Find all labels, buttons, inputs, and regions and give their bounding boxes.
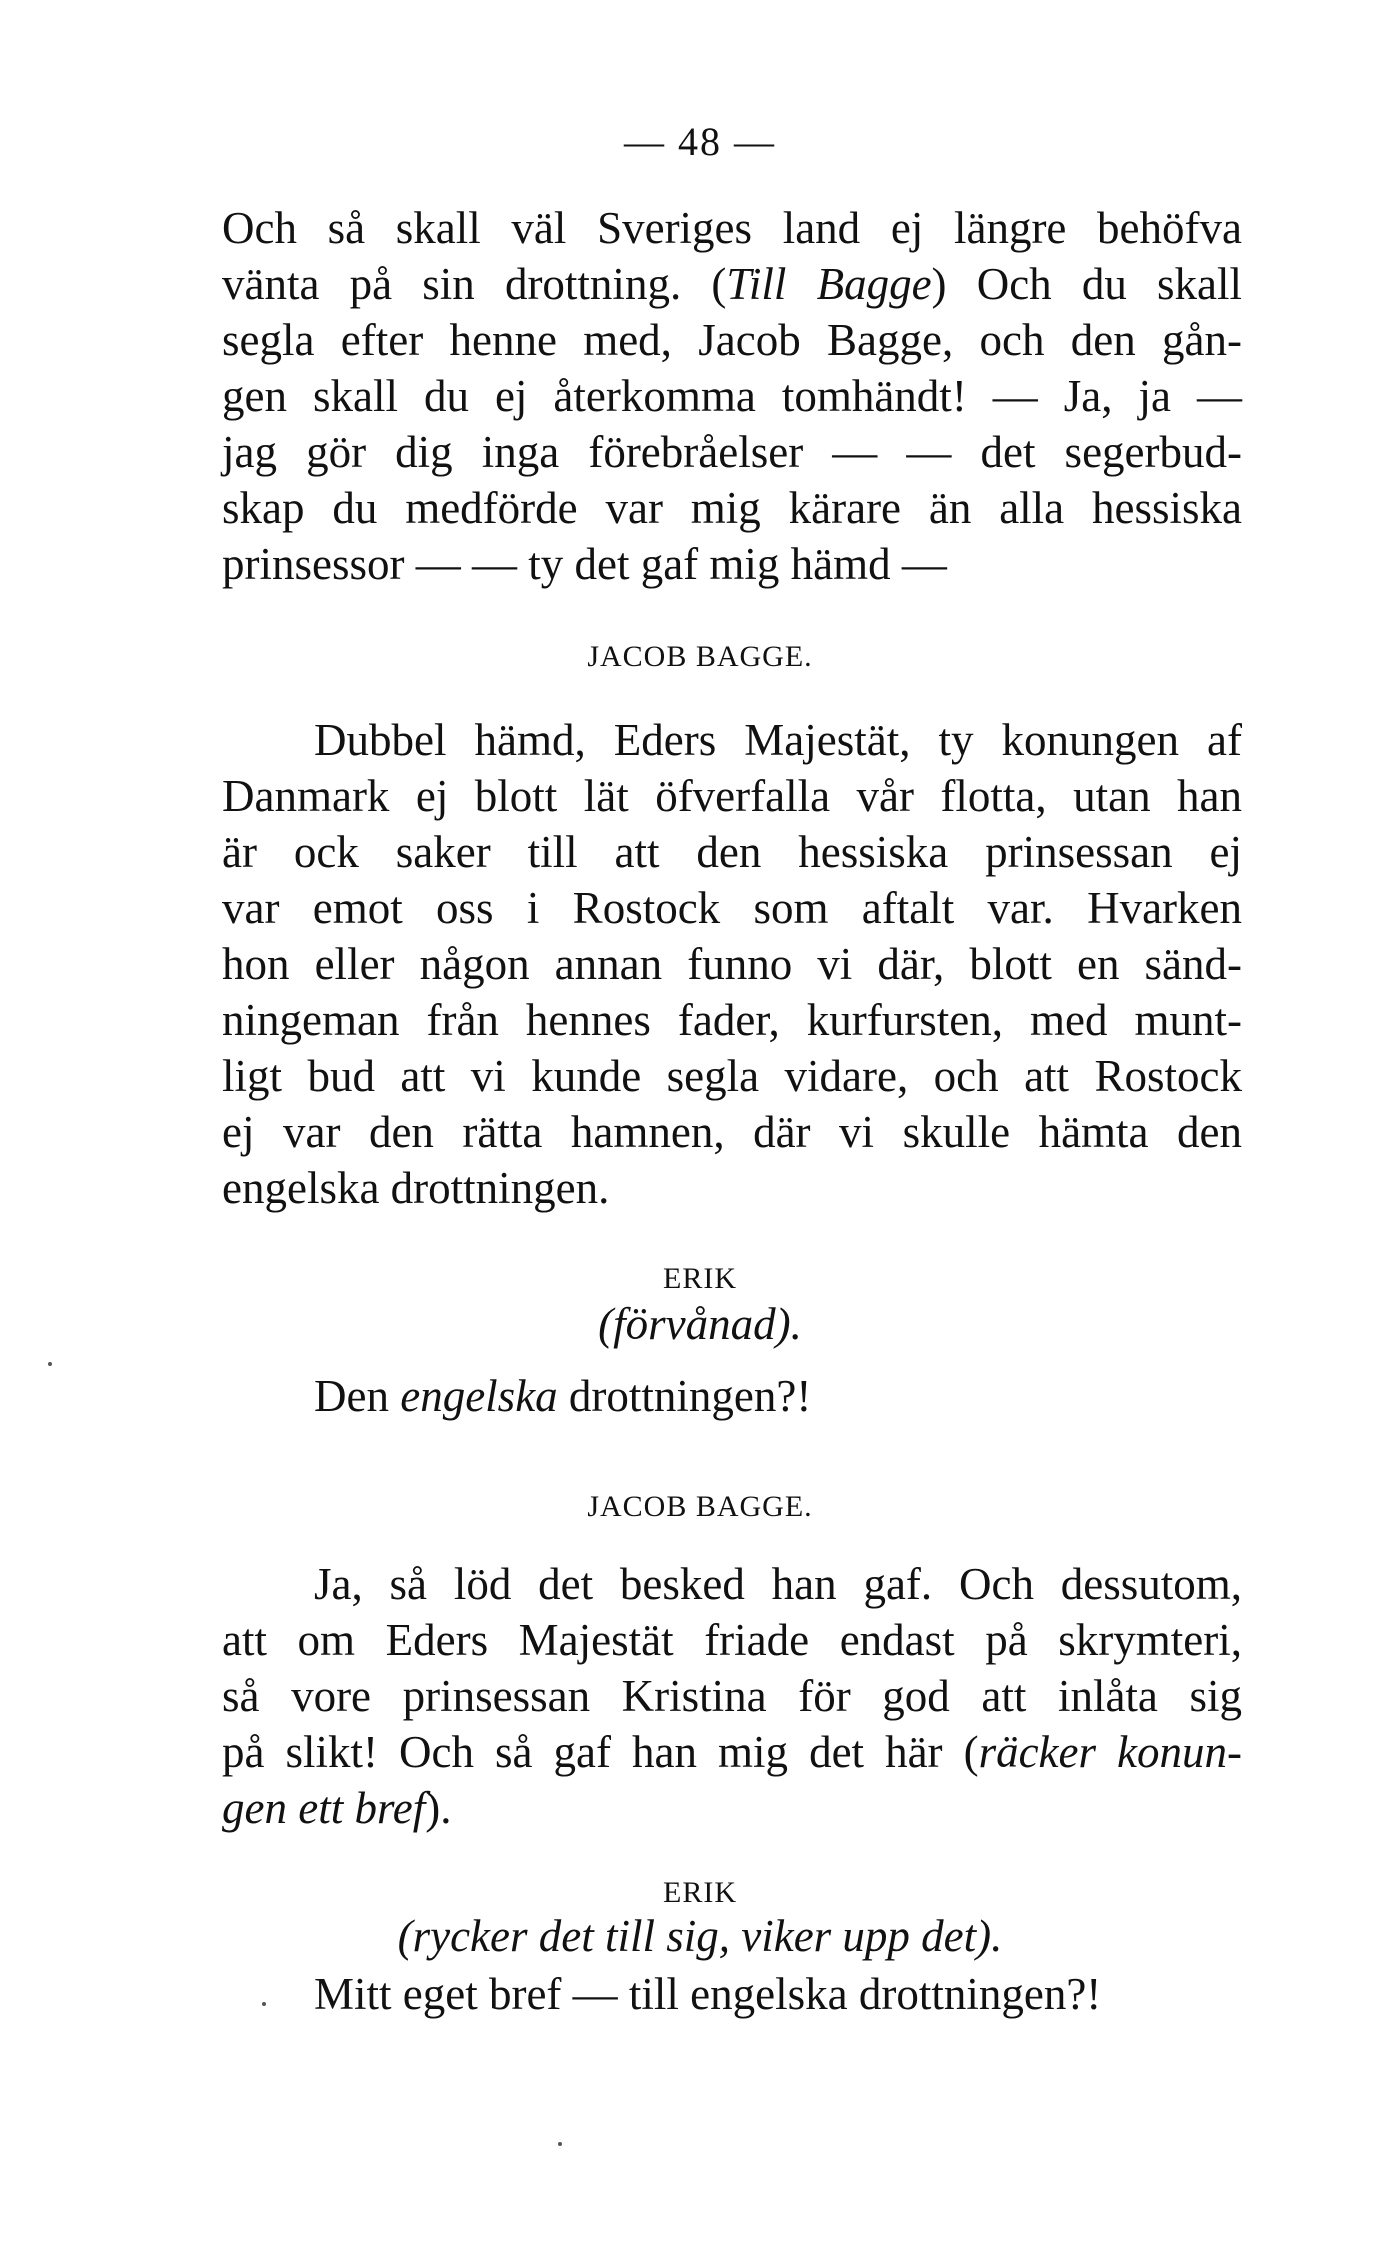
paper-speck [558,2142,562,2146]
text-line: skap du medförde var mig kärare än alla hessiska [222,483,1242,533]
text-line: så vore prinsessan Kristina för god att inlåta sig [222,1671,1242,1721]
text-line: Den engelska drottningen?! [314,1371,812,1421]
text-line: ligt bud att vi kunde segla vidare, och att Rostock [222,1051,1242,1101]
text-line: ningeman från hennes fader, kurfursten, med munt- [222,995,1242,1045]
stage-direction: räcker konun- [978,1727,1242,1777]
text-line: gen ett bref). [222,1783,452,1833]
text-line: Danmark ej blott lät öfverfalla vår flotta, utan han [222,771,1242,821]
text-line: var emot oss i Rostock som aftalt var. Hvarken [222,883,1242,933]
text-line: Ja, så löd det besked han gaf. Och dessutom, [314,1559,1242,1609]
text-line: Och så skall väl Sveriges land ej längre behöfva [222,203,1242,253]
text-line: är ock saker till att den hessiska prinsessan ej [222,827,1242,877]
text-line: hon eller någon annan funno vi där, blott en sänd- [222,939,1242,989]
text-line: engelska drottningen. [222,1163,610,1213]
page-number: — 48 — [624,119,776,164]
stage-direction: (förvånad). [598,1299,802,1349]
text-line: Dubbel hämd, Eders Majestät, ty konungen af [314,715,1242,765]
speaker-name: ERIK [663,1262,737,1295]
text-line: prinsessor — — ty det gaf mig hämd — [222,539,947,589]
text-line: Mitt eget bref — till engelska drottningen?! [314,1969,1102,2019]
paper-speck [48,1362,52,1366]
jacob-bagge-speech-paragraph [222,712,1242,1216]
speaker-name: ERIK [663,1876,737,1909]
text-line: gen skall du ej återkomma tomhändt! — Ja, ja — [222,371,1242,421]
text-line: att om Eders Majestät friade endast på skrymteri, [222,1615,1242,1665]
emphasis: engelska [400,1371,558,1421]
text-line: vänta på sin drottning. (Till Bagge) Och du skall [222,259,1243,309]
stage-direction: (rycker det till sig, viker upp det). [397,1911,1003,1961]
stage-direction: Till Bagge [726,259,932,309]
erik-speech-paragraph [222,200,1242,592]
text-line: på slikt! Och så gaf han mig det här (räcker konun- [222,1727,1242,1777]
erik-speech-line [222,1368,1242,1424]
stage-direction: gen ett bref [222,1783,426,1833]
speaker-name: JACOB BAGGE. [587,640,813,673]
erik-speech-line [222,1966,1242,2022]
jacob-bagge-speech-paragraph [222,1556,1242,1836]
text-line: ej var den rätta hamnen, där vi skulle hämta den [222,1107,1242,1157]
paper-speck [262,2002,266,2006]
speaker-name: JACOB BAGGE. [587,1490,813,1523]
text-line: jag gör dig inga förebråelser — — det segerbud- [222,427,1242,477]
text-line: segla efter henne med, Jacob Bagge, och den gån- [222,315,1242,365]
